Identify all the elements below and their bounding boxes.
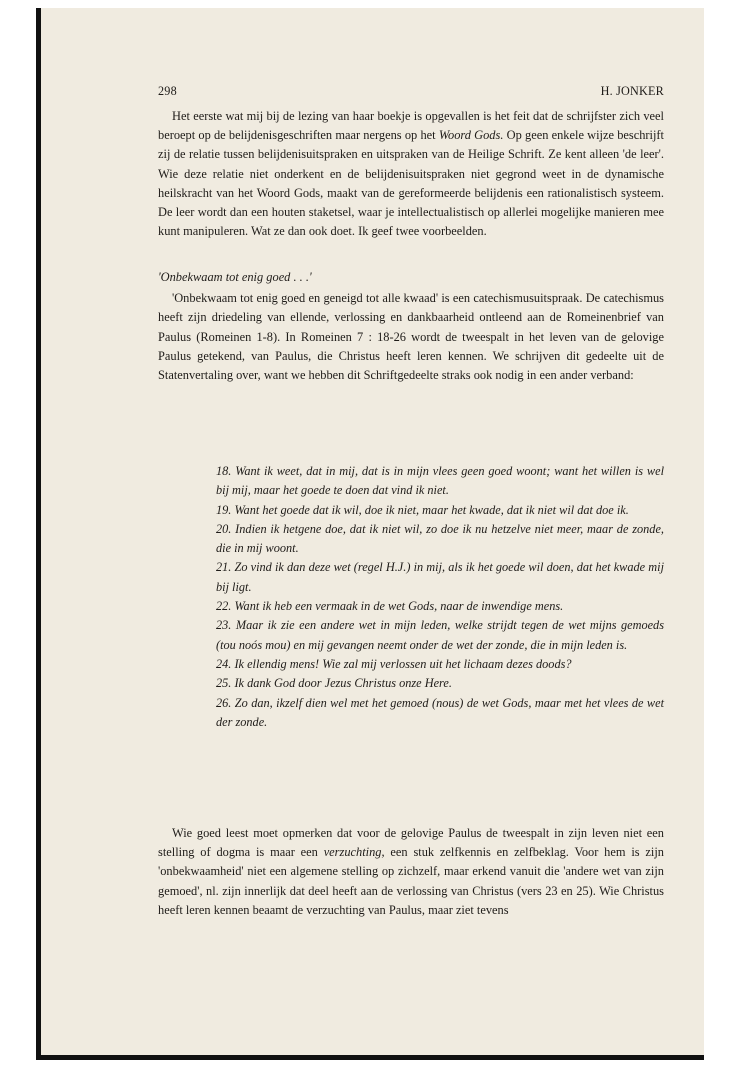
quote-verse: 26. Zo dan, ikzelf dien wel met het gemoed (nous) de wet Gods, maar met het vlees de wet der zonde.	[216, 695, 664, 729]
quote-verse: 18. Want ik weet, dat in mij, dat is in mijn vlees geen goed woont; want het willen is wel bij mij, maar het goede te doen dat vind ik niet.	[216, 464, 664, 498]
section-block	[158, 268, 664, 385]
quote-verse: 25. Ik dank God door Jezus Christus onze Here.	[216, 676, 452, 691]
quote-verse: 24. Ik ellendig mens! Wie zal mij verlossen uit het lichaam dezes doods?	[216, 656, 572, 671]
paragraph-3-text-b: een stuk zelfkennis en zelfbeklag. Voor hem is zijn 'onbekwaamheid' niet een algemene stelling op zichzelf, maar erkend vanuit die 'andere wet van zijn gemoed', nl. zijn innerlijk dat deel heeft aan de verlossing van Christus (vers 23 en 25). Wie Christus heeft leren kennen beaamt de verzuchting van Paulus, maar ziet tevens	[158, 845, 664, 917]
quote-verse: 23. Maar ik zie een andere wet in mijn leden, welke strijdt tegen de wet mijns gemoeds (tou noós mou) en mij gevangen neemt onder de wet der zonde, die in mijn leden is.	[216, 618, 664, 652]
quote-verse: 19. Want het goede dat ik wil, doe ik niet, maar het kwade, dat ik niet wil dat doe ik.	[216, 502, 629, 517]
paragraph-1-text-a: Het eerste wat mij bij de lezing van haar boekje is opgevallen is het feit dat de schrijfster zich veel beroept op de belijdenisgeschriften maar nergens op het	[158, 109, 664, 143]
section-heading: 'Onbekwaam tot enig goed . . .'	[158, 270, 312, 284]
paragraph-1	[158, 107, 664, 241]
running-header	[158, 84, 664, 99]
paragraph-1-italic: Woord Gods.	[438, 128, 504, 143]
quote-verse: 22. Want ik heb een vermaak in de wet Gods, naar de inwendige mens.	[216, 599, 564, 614]
quote-verse: 21. Zo vind ik dan deze wet (regel H.J.) in mij, als ik het goede wil doen, dat het kwade mij bij ligt.	[216, 560, 664, 594]
paragraph-3-text-a: Wie goed leest moet opmerken dat voor de gelovige Paulus de tweespalt in zijn leven niet een stelling of dogma is maar een	[158, 826, 664, 860]
page-number: 298	[158, 84, 177, 98]
quote-verse: 20. Indien ik hetgene doe, dat ik niet wil, zo doe ik nu hetzelve niet meer, maar de zonde, die in mij woont.	[216, 521, 664, 556]
paragraph-3	[158, 824, 664, 920]
paragraph-1-text-b: Op geen enkele wijze beschrijft zij de relatie tussen belijdenisuitspraken en uitspraken van de Heilige Schrift. Ze kent alleen 'de leer'. Wie deze relatie niet onderkent en de belijdenisuitspraken niet gegrond weet in de dynamische heilskracht van het Woord Gods, maakt van de gereformeerde belijdenis een rationalistisch systeem. De leer wordt dan een houten staketsel, waar je intellectualistisch op allerlei mogelijke manieren mee kunt manipuleren. Wat ze dan ook doet. Ik geef twee voorbeelden.	[158, 128, 664, 239]
paragraph-2: 'Onbekwaam tot enig goed en geneigd tot alle kwaad' is een catechismusuitspraak. De catechismus heeft zijn driedeling van ellende, verlossing en dankbaarheid ontleend aan de Romeinenbrief van Paulus (Romeinen 1-8). In Romeinen 7 : 18-26 wordt de tweespalt in het leven van de gelovige Paulus getekend, van Paulus, die Christus heeft leren kennen. We schrijven dit gedeelte uit de Statenvertaling over, want we hebben dit Schriftgedeelte straks ook nodig in een ander verband:	[158, 291, 664, 383]
running-title: H. JONKER	[600, 84, 664, 98]
paragraph-3-italic: verzuchting,	[323, 845, 385, 860]
scan-border-bottom	[36, 1055, 704, 1060]
scripture-quote	[216, 462, 664, 732]
